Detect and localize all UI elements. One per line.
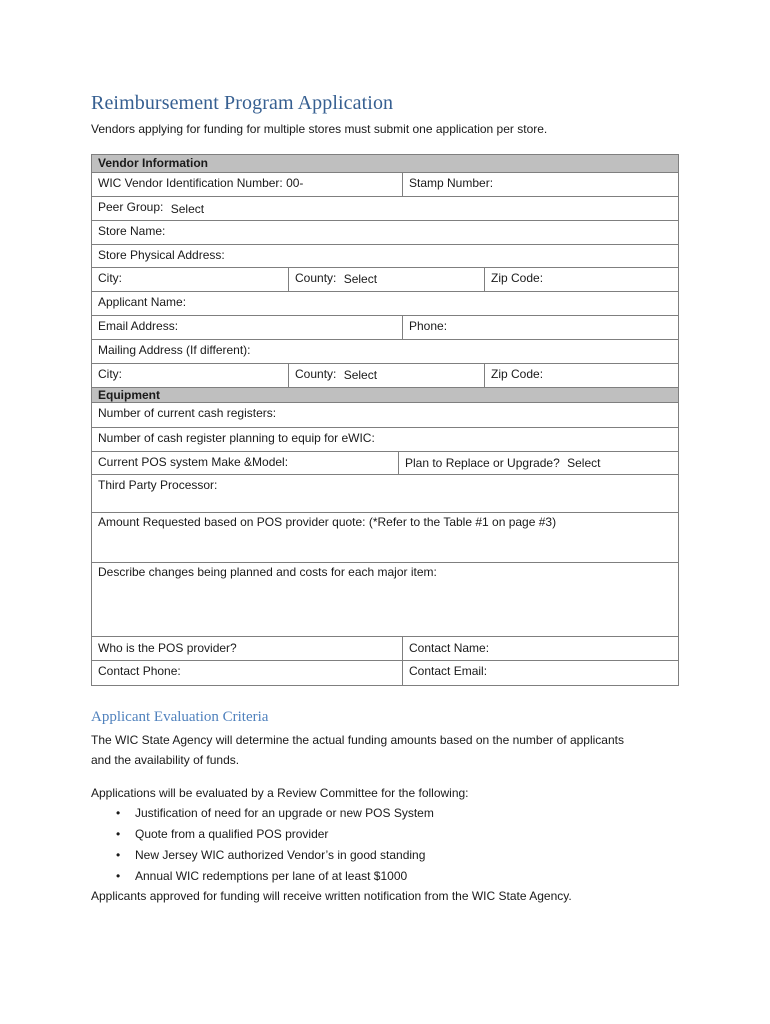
county-label: County:: [295, 271, 337, 285]
pos-system-row: [91, 452, 679, 475]
contact-phone-field[interactable]: Contact Phone:: [98, 664, 181, 678]
store-address-field[interactable]: Store Physical Address:: [98, 248, 225, 262]
peer-group-field: [92, 197, 678, 220]
applicant-name-row: [91, 292, 679, 316]
page-subtitle: Vendors applying for funding for multiple stores must submit one application per store.: [91, 122, 548, 136]
criteria-text: Justification of need for an upgrade or new POS System: [135, 806, 434, 820]
evaluation-intro-line-2: and the availability of funds.: [91, 753, 240, 767]
vendor-id-row: [91, 173, 679, 197]
email-address-field[interactable]: Email Address:: [98, 319, 179, 333]
third-party-processor-field[interactable]: Third Party Processor:: [98, 478, 218, 492]
contact-info-row: [91, 316, 679, 340]
criteria-list: [91, 803, 434, 887]
contact-details-row: [91, 661, 679, 686]
mailing-county-select[interactable]: Select: [343, 368, 378, 382]
phone-field[interactable]: Phone:: [402, 316, 678, 339]
list-item: [91, 824, 434, 845]
bullet-icon: •: [116, 806, 121, 820]
store-name-row: [91, 221, 679, 245]
replace-upgrade-label: Plan to Replace or Upgrade?: [405, 456, 560, 470]
mailing-zip-code-field[interactable]: Zip Code:: [484, 364, 678, 387]
wic-vendor-id-field[interactable]: WIC Vendor Identification Number: 00-: [98, 176, 304, 190]
vendor-information-label: Vendor Information: [98, 156, 209, 170]
page-title: Reimbursement Program Application: [91, 92, 394, 114]
contact-name-field[interactable]: Contact Name:: [402, 637, 678, 660]
mailing-county-label: County:: [295, 367, 337, 381]
list-item: [91, 866, 434, 887]
equipment-header: [91, 388, 679, 403]
replace-upgrade-select[interactable]: Select: [567, 456, 601, 470]
peer-group-label: Peer Group:: [98, 200, 164, 214]
list-item: [91, 845, 434, 866]
store-city-row: [91, 268, 679, 292]
store-address-row: [91, 245, 679, 268]
county-select[interactable]: Select: [343, 272, 378, 286]
evaluation-intro: [91, 730, 681, 770]
stamp-number-field[interactable]: Stamp Number:: [402, 173, 678, 196]
closing-statement: Applicants approved for funding will receive written notification from the WIC State Agency.: [91, 889, 572, 903]
amount-requested-row: [91, 513, 679, 563]
replace-upgrade-field: [398, 452, 678, 474]
criteria-text: New Jersey WIC authorized Vendor’s in good standing: [135, 848, 426, 862]
pos-make-model-field[interactable]: Current POS system Make &Model:: [98, 455, 289, 469]
cash-registers-row: [91, 403, 679, 428]
peer-group-select[interactable]: Select: [170, 202, 205, 216]
application-form: [91, 154, 679, 686]
city-field[interactable]: City:: [98, 271, 122, 285]
mailing-address-field[interactable]: Mailing Address (If different):: [98, 343, 251, 357]
evaluation-criteria-heading: Applicant Evaluation Criteria: [91, 709, 269, 725]
applicant-name-field[interactable]: Applicant Name:: [98, 295, 187, 309]
mailing-city-row: [91, 364, 679, 388]
contact-email-field[interactable]: Contact Email:: [402, 661, 678, 685]
criteria-text: Quote from a qualified POS provider: [135, 827, 329, 841]
store-name-field[interactable]: Store Name:: [98, 224, 166, 238]
pos-provider-row: [91, 637, 679, 661]
criteria-text: Annual WIC redemptions per lane of at least $1000: [135, 869, 408, 883]
list-item: [91, 803, 434, 824]
mailing-county-field: [288, 364, 484, 387]
bullet-icon: •: [116, 869, 121, 883]
describe-changes-row: [91, 563, 679, 637]
mailing-address-row: [91, 340, 679, 364]
bullet-icon: •: [116, 848, 121, 862]
evaluation-intro-line-1: The WIC State Agency will determine the actual funding amounts based on the number of applicants: [91, 733, 624, 747]
equipment-label: Equipment: [98, 388, 160, 402]
cash-registers-field[interactable]: Number of current cash registers:: [98, 406, 277, 420]
ewic-registers-field[interactable]: Number of cash register planning to equip for eWIC:: [98, 431, 375, 445]
bullet-icon: •: [116, 827, 121, 841]
zip-code-field[interactable]: Zip Code:: [484, 268, 678, 291]
amount-requested-field[interactable]: Amount Requested based on POS provider quote: (*Refer to the Table #1 on page #3): [98, 515, 557, 529]
criteria-intro: Applications will be evaluated by a Review Committee for the following:: [91, 786, 469, 800]
third-party-row: [91, 475, 679, 513]
mailing-city-field[interactable]: City:: [98, 367, 122, 381]
vendor-information-header: [91, 155, 679, 173]
ewic-registers-row: [91, 428, 679, 452]
pos-provider-field[interactable]: Who is the POS provider?: [98, 641, 237, 655]
peer-group-row: [91, 197, 679, 221]
describe-changes-field[interactable]: Describe changes being planned and costs for each major item:: [98, 565, 437, 579]
county-field: [288, 268, 484, 291]
